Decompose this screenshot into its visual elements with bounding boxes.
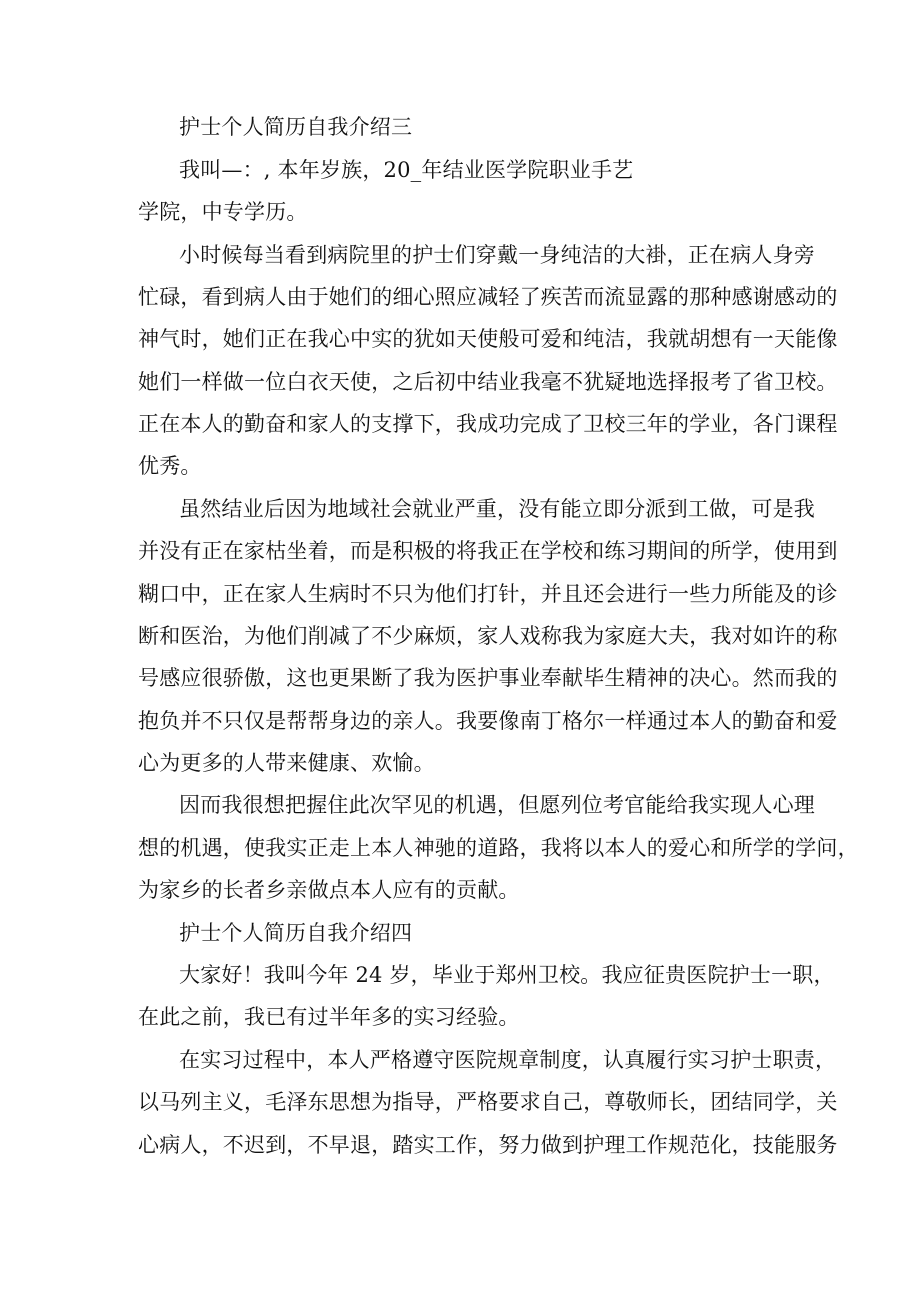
paragraph-line: 为家乡的长者乡亲做点本人应有的贡献。	[138, 878, 520, 902]
paragraph-line: 想的机遇，使我实正走上本人神驰的道路，我将以本人的爱心和所学的学问，	[138, 836, 859, 860]
paragraph-line: 在实习过程中，本人严格遵守医院规章制度，认真履行实习护士职责，	[179, 1048, 837, 1072]
paragraph-line: 因而我很想把握住此次罕见的机遇，但愿列位考官能给我实现人心理	[179, 793, 815, 817]
paragraph-line: 小时候每当看到病院里的护士们穿戴一身纯洁的大褂，正在病人身旁	[179, 243, 815, 267]
paragraph-line: 她们一样做一位白衣天使，之后初中结业我毫不犹疑地选择报考了省卫校。	[138, 370, 838, 394]
paragraph-line: 并没有正在家枯坐着，而是积极的将我正在学校和练习期间的所学，使用到	[138, 539, 838, 563]
paragraph-line: 心为更多的人带来健康、欢愉。	[138, 751, 435, 775]
paragraph-line: 号感应很骄傲，这也更果断了我为医护事业奉献毕生精神的决心。然而我的	[138, 666, 838, 690]
paragraph-line: 大家好！我叫今年 24 岁，毕业于郑州卫校。我应征贵医院护士一职，	[179, 963, 835, 987]
paragraph-line: 心病人，不迟到，不早退，踏实工作，努力做到护理工作规范化，技能服务	[138, 1133, 838, 1157]
section-heading-4: 护士个人简历自我介绍四	[179, 921, 413, 945]
paragraph-line: 断和医治，为他们削减了不少麻烦，家人戏称我为家庭大夫，我对如许的称	[138, 624, 838, 648]
paragraph-line: 抱负并不只仅是帮帮身边的亲人。我要像南丁格尔一样通过本人的勤奋和爱	[138, 709, 838, 733]
paragraph-line: 学院，中专学历。	[138, 200, 308, 224]
paragraph-line: 我叫—：, 本年岁族，20_年结业医学院职业手艺	[179, 158, 634, 182]
paragraph-line: 忙碌，看到病人由于她们的细心照应减轻了疾苦而流显露的那种感谢感动的	[138, 285, 838, 309]
paragraph-line: 正在本人的勤奋和家人的支撑下，我成功完成了卫校三年的学业，各门课程	[138, 412, 838, 436]
paragraph-line: 糊口中，正在家人生病时不只为他们打针，并且还会进行一些力所能及的诊	[138, 582, 838, 606]
section-heading-3: 护士个人简历自我介绍三	[179, 115, 413, 139]
paragraph-line: 在此之前，我已有过半年多的实习经验。	[138, 1005, 520, 1029]
paragraph-line: 神气时，她们正在我心中实的犹如天使般可爱和纯洁，我就胡想有一天能像	[138, 327, 838, 351]
paragraph-line: 虽然结业后因为地域社会就业严重，没有能立即分派到工做，可是我	[179, 497, 815, 521]
paragraph-line: 优秀。	[138, 454, 202, 478]
paragraph-line: 以马列主义，毛泽东思想为指导，严格要求自己，尊敬师长，团结同学，关	[138, 1090, 838, 1114]
